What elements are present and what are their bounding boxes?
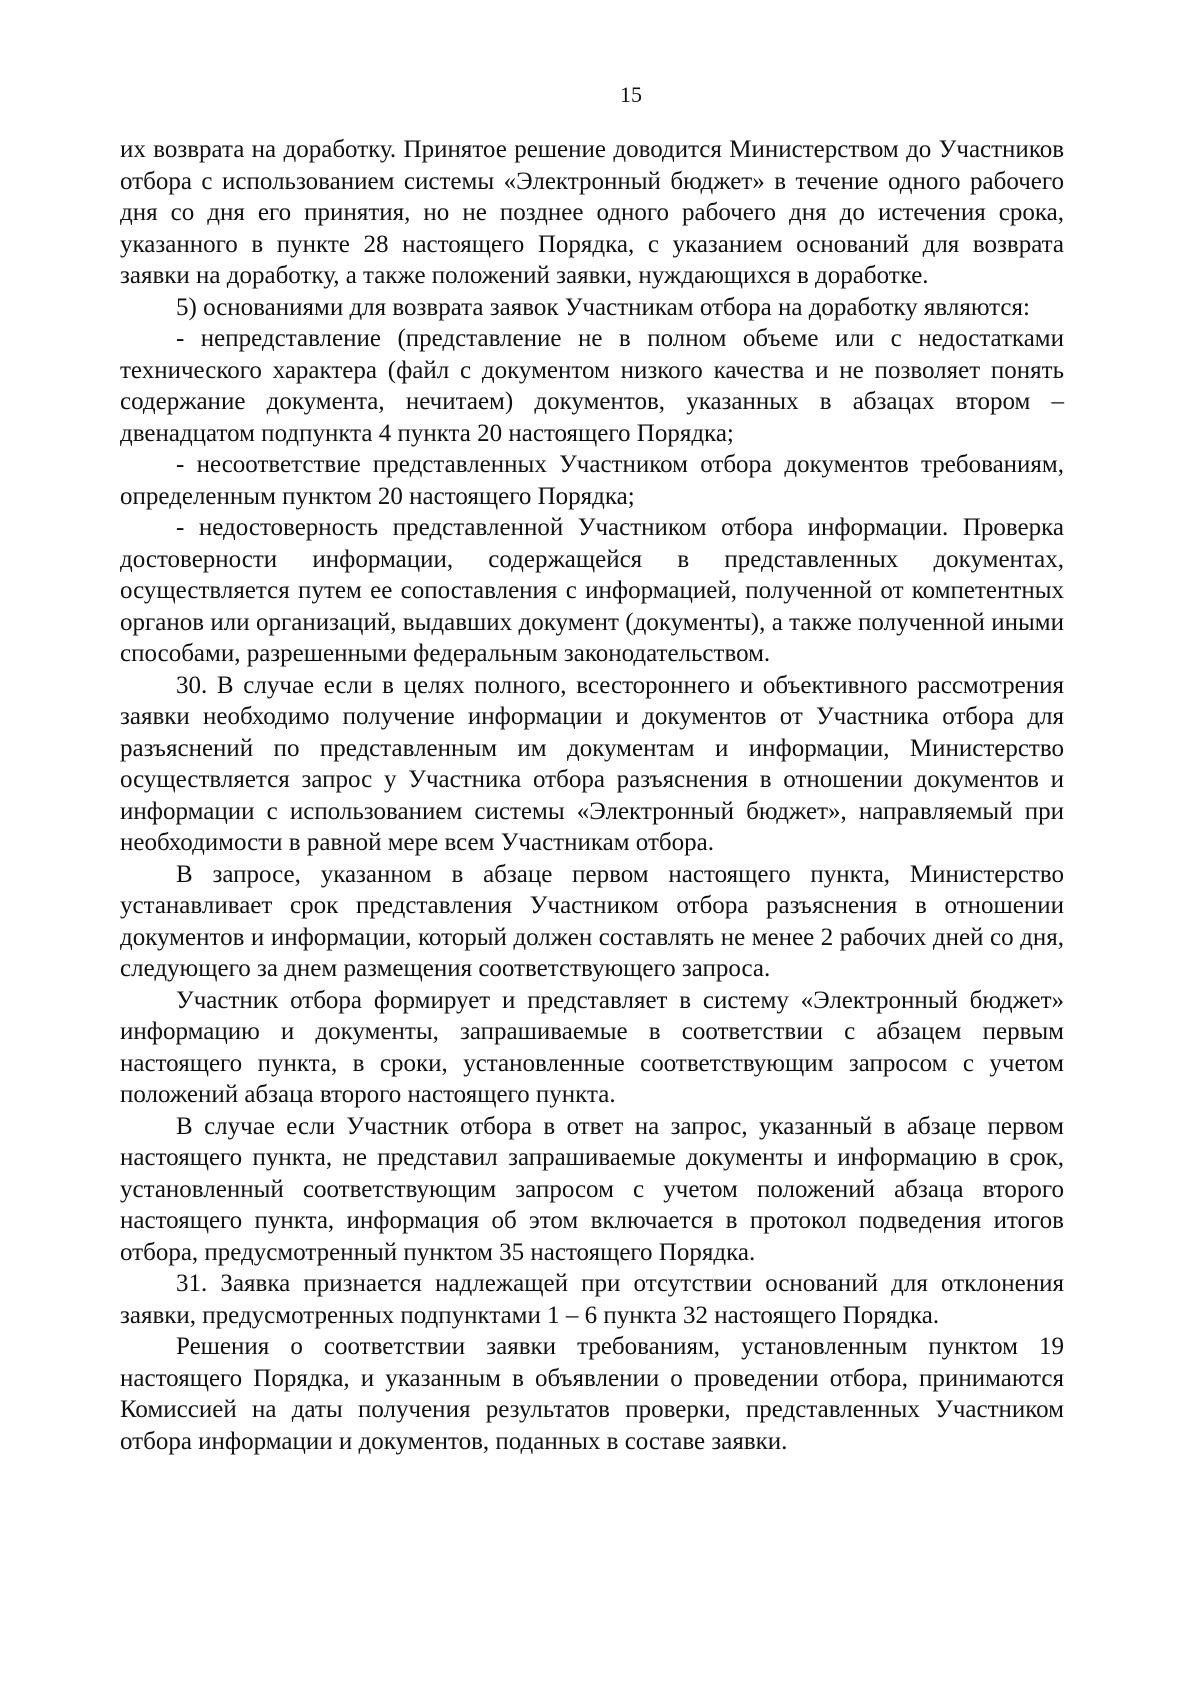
paragraph: В случае если Участник отбора в ответ на запрос, указанный в абзаце первом настоящего пункта, не представил запрашиваемые документы и информацию в срок, установленный соответствующим запросом с учетом положений абзаца второго настоящего пункта, информация об этом включается в протокол подведения итогов отбора, предусмотренный пунктом 35 настоящего Порядка. [120,1112,1064,1266]
paragraph-dash-item: - недостоверность представленной Участником отбора информации. Проверка достоверности информации, содержащейся в представленных документах, осуществляется путем ее сопоставления с информацией, полученной от компетентных органов или организаций, выдавших документ (документы), а также полученной иными способами, разрешенными федеральным законодательством. [120,514,1064,667]
document-body [120,134,1064,1457]
paragraph: В запросе, указанном в абзаце первом настоящего пункта, Министерство устанавливает срок представления Участником отбора разъяснения в отношении документов и информации, который должен составлять не менее 2 рабочих дней со дня, следующего за днем размещения соответствующего запроса. [120,860,1064,982]
page-number: 15 [620,82,642,107]
paragraph-clause-31: 31. Заявка признается надлежащей при отсутствии оснований для отклонения заявки, предусмотренных подпунктами 1 – 6 пункта 32 настоящего Порядка. [120,1270,1064,1329]
paragraph: Решения о соответствии заявки требованиям, установленным пунктом 19 настоящего Порядка, и указанным в объявлении о проведении отбора, принимаются Комиссией на даты получения результатов проверки, представленных Участником отбора информации и документов, поданных в составе заявки. [120,1333,1064,1455]
paragraph-continuation: их возврата на доработку. Принятое решение доводится Министерством до Участников отбора с использованием системы «Электронный бюджет» в течение одного рабочего дня со дня его принятия, но не позднее одного рабочего дня до истечения срока, указанного в пункте 28 настоящего Порядка, с указанием оснований для возврата заявки на доработку, а также положений заявки, нуждающихся в доработке. [120,136,1064,289]
paragraph-clause-30: 30. В случае если в целях полного, всестороннего и объективного рассмотрения заявки необходимо получение информации и документов от Участника отбора для разъяснений по представленным им документам и информации, Министерство осуществляется запрос у Участника отбора разъяснения в отношении документов и информации с использованием системы «Электронный бюджет», направляемый при необходимости в равной мере всем Участникам отбора. [120,671,1064,856]
paragraph-dash-item: - непредставление (представление не в полном объеме или с недостатками технического характера (файл с документом низкого качества и не позволяет понять содержание документа, нечитаем) документов, указанных в абзацах втором – двенадцатом подпункта 4 пункта 20 настоящего Порядка; [120,325,1064,447]
paragraph-dash-item: - несоответствие представленных Участником отбора документов требованиям, определенным пунктом 20 настоящего Порядка; [120,451,1064,510]
paragraph-subitem-5: 5) основаниями для возврата заявок Участникам отбора на доработку являются: [176,293,1030,321]
paragraph: Участник отбора формирует и представляет в систему «Электронный бюджет» информацию и документы, запрашиваемые в соответствии с абзацем первым настоящего пункта, в сроки, установленные соответствующим запросом с учетом положений абзаца второго настоящего пункта. [120,986,1064,1108]
